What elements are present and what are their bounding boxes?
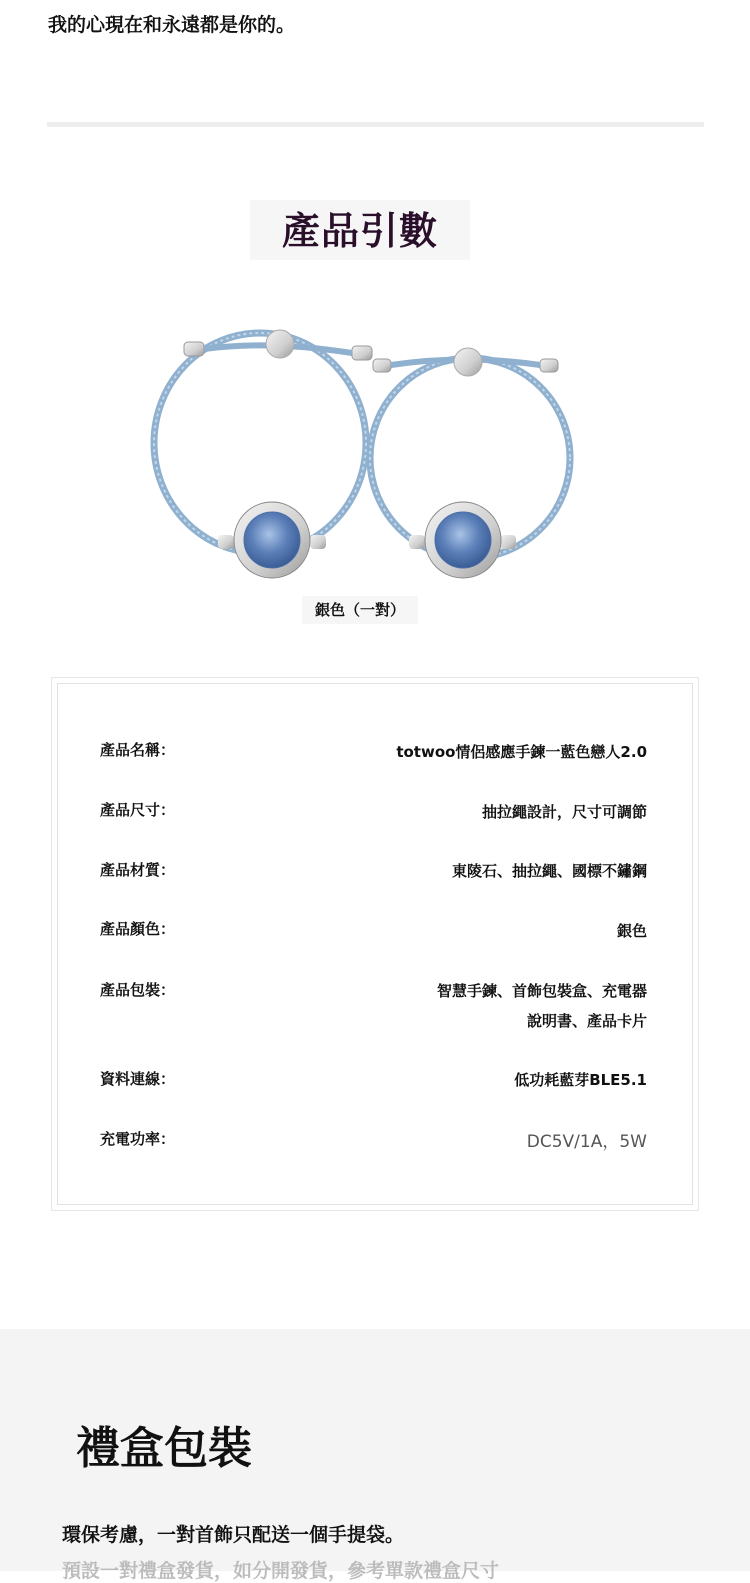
spec-label-material: 產品材質： <box>100 861 176 879</box>
gift-box-note: 環保考慮，一對首飾只配送一個手提袋。 <box>62 1524 405 1546</box>
spec-value-package: 智慧手鍊、首飾包裝盒、充電器 <box>436 982 647 1000</box>
spec-label-size: 產品尺寸： <box>100 801 176 819</box>
spec-value-name: totwoo情侶感應手鍊一藍色戀人2.0 <box>396 743 647 761</box>
spec-label-connection: 資料連線： <box>100 1070 176 1088</box>
section-title: 產品引數 <box>250 200 470 260</box>
spec-value-package-line2: 說明書、產品卡片 <box>526 1012 647 1030</box>
bracelet-pair-image <box>140 318 580 590</box>
spec-label-name: 產品名稱： <box>100 741 176 759</box>
section-divider <box>47 122 704 127</box>
gift-box-note-2: 預設一對禮盒發貨，如分開發貨，參考單款禮盒尺寸 <box>62 1560 500 1582</box>
spec-value-charging: DC5V/1A，5W <box>526 1132 647 1152</box>
spec-value-color: 銀色 <box>616 922 647 940</box>
spec-value-material: 東陵石、抽拉繩、國標不鏽鋼 <box>451 862 647 880</box>
spec-label-charging: 充電功率： <box>100 1130 176 1148</box>
spec-value-connection: 低功耗藍芽BLE5.1 <box>514 1071 647 1089</box>
gift-box-title: 禮盒包裝 <box>76 1423 252 1474</box>
intro-text: 我的心現在和永遠都是你的。 <box>48 14 296 36</box>
spec-value-size: 抽拉繩設計，尺寸可調節 <box>481 803 647 821</box>
spec-label-package: 產品包裝： <box>100 981 176 999</box>
product-color-caption: 銀色（一對） <box>302 596 418 624</box>
spec-label-color: 產品顏色： <box>100 920 176 938</box>
